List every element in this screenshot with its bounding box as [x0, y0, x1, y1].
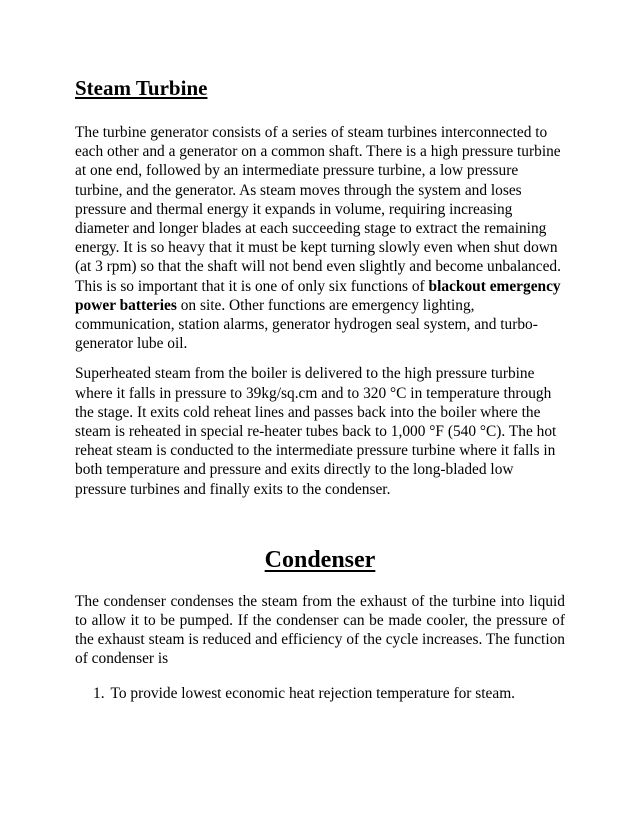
steam-turbine-paragraph-1	[75, 123, 565, 353]
paragraph-text: on site. Other functions are emergency lighting, communication, station alarms, generator hydrogen seal system, and turbo-generator lube oil.	[75, 296, 538, 353]
bold-term: blackout emergency power batteries	[75, 277, 561, 314]
list-item-number: 1.	[93, 684, 105, 702]
list-item	[75, 684, 565, 703]
steam-turbine-paragraph-2: Superheated steam from the boiler is delivered to the high pressure turbine where it falls in pressure to 39kg/sq.cm and to 320 °C in temperature through the stage. It exits cold reheat lines and passes back into the boiler where the steam is reheated in special re-heater tubes back to 1,000 °F (540 °C). The hot reheat steam is conducted to the intermediate pressure turbine where it falls in both temperature and pressure and exits directly to the long-bladed low pressure turbines and finally exits to the condenser.	[75, 365, 557, 498]
condenser-paragraph: The condenser condenses the steam from the exhaust of the turbine into liquid to allow it to be pumped. If the condenser can be made cooler, the pressure of the exhaust steam is reduced and efficiency of the cycle increases. The function of condenser is	[75, 592, 565, 668]
condenser-heading: Condenser	[264, 546, 376, 573]
document-page	[75, 74, 565, 703]
condenser-function-list	[75, 684, 565, 703]
paragraph-text: The turbine generator consists of a series of steam turbines interconnected to each other and a generator on a common shaft. There is a high pressure turbine at one end, followed by an intermediate pressure turbine, a low pressure turbine, and the generator. As steam moves through the system and loses pressure and thermal energy it expands in volume, requiring increasing diameter and longer blades at each succeeding stage to extract the remaining energy. It is so heavy that it must be kept turning slowly even when shut down (at 3 rpm) so that the shaft will not bend even slightly and become unbalanced. This is so important that it is one of only six functions of	[75, 124, 561, 295]
list-item-text: To provide lowest economic heat rejection temperature for steam.	[110, 684, 516, 702]
steam-turbine-heading: Steam Turbine	[75, 76, 208, 100]
